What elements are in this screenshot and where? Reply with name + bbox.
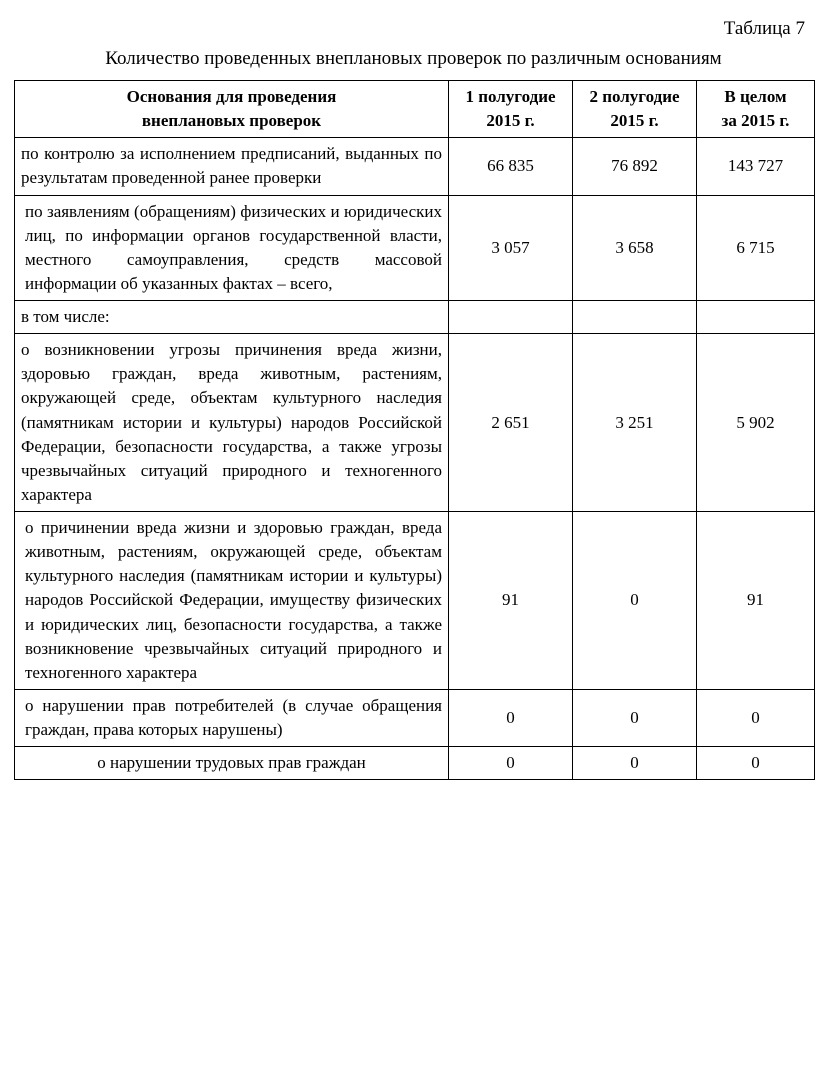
table-body — [15, 138, 815, 780]
column-header-second-half-line1: 2 полугодие — [589, 87, 680, 106]
row-value-total: 143 727 — [697, 138, 815, 195]
row-value-second-half: 0 — [573, 747, 697, 780]
row-value-total — [697, 301, 815, 334]
table-caption: Количество проведенных внеплановых проверок по различным основаниям — [105, 48, 722, 69]
column-header-grounds — [15, 81, 449, 138]
row-label: по заявлениям (обращениям) физических и юридических лиц, по информации органов государственной власти, местного самоуправления, средств массовой информации об указанных фактах – всего, — [15, 195, 449, 301]
column-header-total-line2: за 2015 г. — [721, 111, 790, 131]
column-header-first-half-line1: 1 полугодие — [465, 87, 556, 106]
column-header-second-half-line2: 2015 г. — [610, 111, 659, 131]
column-header-second-half — [573, 81, 697, 138]
row-value-total: 5 902 — [697, 334, 815, 512]
row-label: о нарушении прав потребителей (в случае обращения граждан, права которых нарушены) — [15, 689, 449, 746]
row-value-total: 0 — [697, 747, 815, 780]
table-label: Таблица 7 — [723, 18, 805, 39]
row-label: в том числе: — [15, 301, 449, 334]
row-value-first-half: 2 651 — [449, 334, 573, 512]
row-value-second-half: 3 658 — [573, 195, 697, 301]
row-label: о нарушении трудовых прав граждан — [15, 747, 449, 780]
table-row — [15, 512, 815, 690]
column-header-grounds-line2: внеплановых проверок — [141, 111, 322, 131]
column-header-total — [697, 81, 815, 138]
table-row — [15, 301, 815, 334]
row-value-second-half: 0 — [573, 512, 697, 690]
row-value-first-half: 0 — [449, 747, 573, 780]
row-value-second-half: 3 251 — [573, 334, 697, 512]
row-value-first-half: 3 057 — [449, 195, 573, 301]
row-value-first-half: 66 835 — [449, 138, 573, 195]
table-row — [15, 747, 815, 780]
row-value-total: 91 — [697, 512, 815, 690]
table-row — [15, 689, 815, 746]
row-value-second-half: 76 892 — [573, 138, 697, 195]
row-value-first-half: 0 — [449, 689, 573, 746]
column-header-grounds-line1: Основания для проведения — [126, 87, 337, 106]
table-row — [15, 334, 815, 512]
row-value-total: 0 — [697, 689, 815, 746]
row-value-first-half — [449, 301, 573, 334]
table-row — [15, 195, 815, 301]
row-value-second-half — [573, 301, 697, 334]
row-value-second-half: 0 — [573, 689, 697, 746]
table-row — [15, 138, 815, 195]
row-value-first-half: 91 — [449, 512, 573, 690]
row-label: о причинении вреда жизни и здоровью граждан, вреда животным, растениям, окружающей среде, объектам культурного наследия (памятникам истории и культуры) народов Российской Федерации, имуществу физических и юридических лиц, безопасности государства, а также возникновение чрезвычайных ситуаций природного и техногенного характера — [15, 512, 449, 690]
column-header-total-line1: В целом — [724, 87, 787, 106]
table-header — [15, 81, 815, 138]
row-label: по контролю за исполнением предписаний, выданных по результатам проведенной ранее проверки — [15, 138, 449, 195]
table-header-row — [15, 81, 815, 138]
column-header-first-half-line2: 2015 г. — [486, 111, 535, 131]
inspections-table — [14, 80, 815, 780]
column-header-first-half — [449, 81, 573, 138]
row-value-total: 6 715 — [697, 195, 815, 301]
row-label: о возникновении угрозы причинения вреда жизни, здоровью граждан, вреда животным, растениям, окружающей среде, объектам культурного наследия (памятникам истории и культуры) народов Российской Федерации, безопасности государства, а также угрозы чрезвычайных ситуаций природного и техногенного характера — [15, 334, 449, 512]
